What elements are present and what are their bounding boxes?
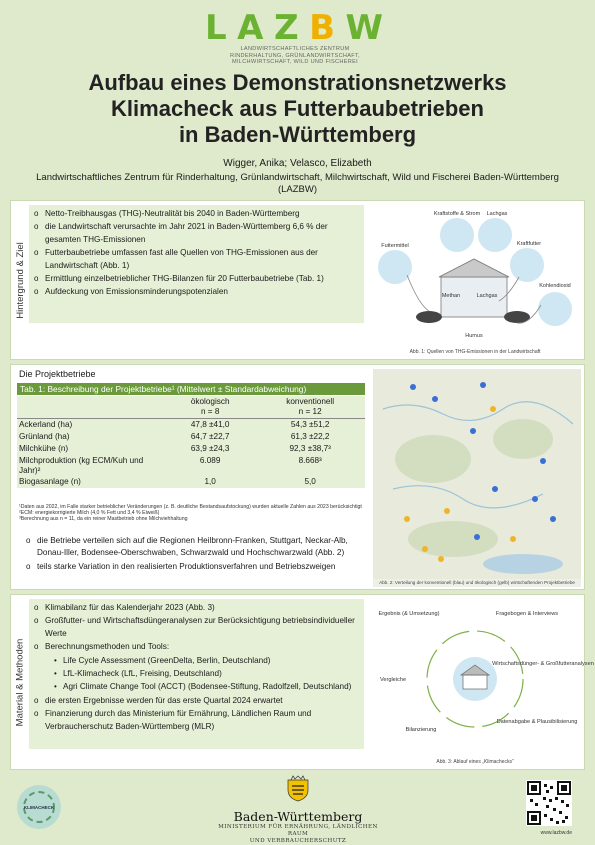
cycle-label: Vergleiche — [379, 677, 407, 683]
coat-of-arms-icon — [280, 776, 316, 802]
bullet-item: o Ermittlung einzelbetrieblicher THG-Bilanzen für 20 Futterbaubetriebe (Tab. 1) — [33, 273, 360, 285]
table-header-row — [17, 396, 365, 419]
qr-finder-center — [531, 815, 537, 821]
section-projektbetriebe — [10, 364, 585, 590]
figure-emission-sources — [369, 205, 581, 357]
title-line: Aufbau eines Demonstrationsnetzwerks — [88, 70, 507, 95]
logo-letter: W — [345, 8, 385, 48]
marker-oekologisch — [444, 508, 450, 514]
title-line: Klimacheck aus Futterbaubetrieben — [111, 96, 484, 121]
sub-bullet-item: • Life Cycle Assessment (GreenDelta, Berlin, Deutschland) — [33, 655, 360, 667]
qr-code-icon[interactable] — [526, 780, 572, 826]
emission-sources-illustration — [369, 205, 581, 351]
arrow-icon — [407, 275, 429, 311]
section-background — [10, 200, 585, 360]
marker-oekologisch — [438, 556, 444, 562]
table-cell: 6.089 — [199, 456, 221, 465]
barn-icon — [463, 675, 487, 689]
logo-letter: Z — [273, 8, 301, 48]
figure-label: Kraftfutter — [516, 241, 542, 247]
qr-code-graphic — [526, 780, 572, 826]
table-row — [17, 443, 365, 455]
marker-oekologisch — [404, 516, 410, 522]
bullet-item: o Finanzierung durch das Ministerium für Ernährung, Ländlichen Raum und Verbraucherschutz Baden-Württemberg (MLR) — [33, 708, 360, 733]
sub-bullet-item: • Agri Climate Change Tool (ACCT) (Bodensee-Stiftung, Radolfzell, Deutschland) — [33, 681, 360, 693]
figure-label: Methan — [441, 293, 461, 299]
bullet-item: o Berechnungsmethoden und Tools: — [33, 641, 360, 653]
row-label: Grünland (ha) — [19, 432, 70, 441]
bullet-item: o Netto-Treibhausgas (THG)-Neutralität bis 2040 in Baden-Württemberg — [33, 208, 360, 220]
figure-caption: Abb. 3: Ablauf eines „Klimachecks“ — [436, 759, 514, 765]
marker-oekologisch — [490, 406, 496, 412]
section-label: Hintergrund & Ziel — [14, 241, 26, 319]
footnote: ²ECM: energiekorrigierte Milch (4,0 % Fett und 3,4 % Eiweiß) — [19, 510, 160, 517]
concentrate-circle — [510, 248, 544, 282]
marker-oekologisch — [510, 536, 516, 542]
authors: Wigger, Anika; Velasco, Elizabeth — [223, 158, 372, 169]
row-label: Milchkühe (n) — [19, 444, 69, 453]
bullet-item: o die Landwirtschaft verursachte im Jahr 2021 in Baden-Württemberg 6,6 % der gesamten THG-Emissionen — [33, 221, 360, 246]
qr-finder-center — [561, 785, 567, 791]
klimacheck-cycle-diagram — [369, 599, 594, 759]
website-url[interactable]: www.lazbw.de — [540, 830, 572, 836]
row-label: Milchproduktion (kg ECM/Kuh und Jahr)² — [19, 456, 144, 475]
ministry-name: UND VERBRAUCHERSCHUTZ — [249, 838, 347, 844]
marker-konventionell — [470, 428, 476, 434]
electricity-circle — [440, 218, 474, 252]
footnote: ³Berechnung aus n = 11, da ein reiner Mastbetrieb ohne Milchviehhaltung — [19, 516, 188, 523]
marker-oekologisch — [422, 546, 428, 552]
methods-bullets — [33, 602, 360, 733]
cycle-label: Wirtschaftsdünger- & Großfutteranalysen — [492, 661, 594, 667]
row-label: Biogasanlage (n) — [19, 477, 81, 486]
table-cell: 5,0 — [304, 477, 316, 486]
section-title: Die Projektbetriebe — [19, 369, 96, 379]
sub-bullet-item: • LfL-Klimacheck (LfL, Freising, Deutschland) — [33, 668, 360, 680]
farm-roof-icon — [439, 259, 509, 277]
figure-caption: Abb. 2: Verteilung der konventionell (blau) und ökologisch (gelb) wirtschaftenden Projektbetriebe — [379, 580, 575, 585]
figure-label: Kraftstoffe & Strom — [433, 211, 481, 217]
figure-label: Lachgas — [486, 211, 508, 217]
figure-label: Lachgas — [476, 293, 498, 299]
klimacheck-logo-icon — [16, 784, 62, 830]
marker-konventionell — [474, 534, 480, 540]
bullet-item: o Futterbaubetriebe umfassen fast alle Quellen von THG-Emissionen aus der Landwirtschaft (Abb. 1) — [33, 247, 360, 272]
figure-caption: Abb. 1: Quellen von THG-Emissionen in der Landwirtschaft — [409, 349, 541, 355]
logo-letter: A — [237, 8, 266, 48]
table-title: Tab. 1: Beschreibung der Projektbetriebe¹ (Mittelwert ± Standardabweichung) — [17, 383, 365, 395]
background-textbox — [29, 205, 364, 323]
bullet-item: o Aufdeckung von Emissionsminderungspotenzialen — [33, 286, 360, 298]
table-row — [17, 431, 365, 443]
farms-bullets — [25, 535, 370, 574]
bullet-item: o teils starke Variation in den realisierten Produktionsverfahren und Betriebszweigen — [25, 561, 370, 573]
lazbw-logo — [205, 10, 385, 65]
title-line: in Baden-Württemberg — [178, 122, 417, 147]
marker-konventionell — [550, 516, 556, 522]
table-footnotes — [19, 504, 364, 523]
table-cell: 92,3 ±38,7³ — [289, 444, 331, 453]
feed-circle — [378, 250, 412, 284]
table-cell: 47,8 ±41,0 — [165, 419, 255, 432]
table-row — [17, 455, 365, 476]
footnote: ¹Daten aus 2022, im Falle starker betrieblicher Veränderungen (z. B. deutliche Bestandsaufstockung) wurden aktuelle Zahlen aus 2023 berücksichtigt — [19, 504, 362, 510]
figure-klimacheck-cycle — [369, 599, 594, 767]
farm-distribution-map — [373, 369, 581, 579]
table-row — [17, 419, 365, 432]
humus-circle — [538, 292, 572, 326]
table-cell: 61,3 ±22,2 — [290, 432, 330, 441]
bullet-item: o die ersten Ergebnisse werden für das erste Quartal 2024 erwartet — [33, 695, 360, 707]
forest-area — [395, 435, 471, 483]
affiliation: Landwirtschaftliches Zentrum für Rinderhaltung, Grünlandwirtschaft, Milchwirtschaft, Wild und Fischerei Baden-Württemberg (LAZBW) — [36, 172, 559, 195]
table-cell: 63,9 ±24,3 — [190, 444, 230, 453]
klimacheck-logo — [16, 784, 62, 830]
cow-icon — [416, 311, 442, 323]
bullet-item: o die Betriebe verteilen sich auf die Regionen Heilbronn-Franken, Stuttgart, Neckar-Alb, Donau-Iller, Bodensee-Oberschwaben, Schwarzwald und Hochschwarzwald (Abb. 2) — [25, 535, 370, 560]
column-header: konventionell n = 12 — [286, 397, 335, 416]
column-header: ökologisch n = 8 — [190, 397, 230, 416]
project-farms-table — [17, 396, 365, 488]
crown-icon — [291, 776, 305, 780]
logo-letter: B — [309, 8, 337, 48]
table-cell: 8.668³ — [298, 456, 322, 465]
bullet-item: o Großfutter- und Wirtschaftsdüngeranalysen zur Berücksichtigung betriebsindividueller Werte — [33, 615, 360, 640]
section-material-methoden — [10, 594, 594, 770]
cycle-label: Fragebogen & Interviews — [495, 611, 559, 617]
table-cell: 1,0 — [204, 477, 216, 486]
marker-konventionell — [432, 396, 438, 402]
nitrous-oxide-circle — [478, 218, 512, 252]
table-row — [17, 476, 365, 488]
forest-area — [493, 419, 553, 459]
figure-label: Kohlendioxid — [539, 283, 571, 289]
logo-letter: L — [205, 8, 229, 48]
cycle-label: Bilanzierung — [405, 727, 437, 733]
marker-konventionell — [532, 496, 538, 502]
figure-label: Humus — [465, 333, 483, 339]
bw-ministry-logo — [218, 776, 378, 845]
logo-subtitle: RINDERHALTUNG, GRÜNLANDWIRTSCHAFT, MILCHWIRTSCHAFT, WILD UND FISCHEREI — [230, 52, 360, 65]
klimacheck-label: KLIMACHECK — [23, 805, 55, 810]
qr-finder-center — [531, 785, 537, 791]
background-bullets — [33, 208, 360, 299]
logo-subtitle: LANDWIRTSCHAFTLICHES ZENTRUM — [240, 46, 350, 52]
table-cell: 64,7 ±22,7 — [190, 432, 230, 441]
figure-label: Futtermittel — [381, 243, 409, 249]
marker-konventionell — [410, 384, 416, 390]
bullet-item: o Klimabilanz für das Kalenderjahr 2023 (Abb. 3) — [33, 602, 360, 614]
cycle-label: Ergebnis (& Umsetzung) — [378, 611, 440, 617]
table-cell: 54,3 ±51,2 — [255, 419, 365, 432]
forest-area — [408, 521, 498, 557]
state-name: Baden-Württemberg — [233, 809, 363, 824]
figure-farm-map — [373, 369, 581, 587]
cycle-label: Datenabgabe & Plausibilisierung — [496, 719, 578, 725]
marker-konventionell — [540, 458, 546, 464]
lake-bodensee — [483, 554, 563, 574]
marker-konventionell — [492, 486, 498, 492]
row-label: Ackerland (ha) — [17, 419, 165, 432]
poster-title — [20, 70, 575, 148]
marker-konventionell — [480, 382, 486, 388]
methods-textbox — [29, 599, 364, 749]
ministry-name: MINISTERIUM FÜR ERNÄHRUNG, LÄNDLICHEN RAUM — [218, 824, 378, 837]
section-label: Material & Methoden — [14, 638, 26, 726]
